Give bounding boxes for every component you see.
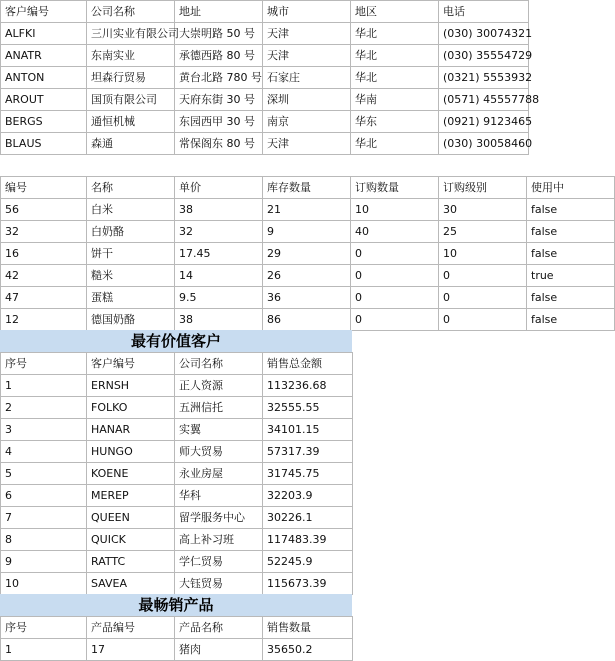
- table-cell: 蛋糕: [87, 287, 175, 309]
- table-cell: 华南: [351, 89, 439, 111]
- table-row: [1, 463, 353, 485]
- table-cell: 天津: [263, 23, 351, 45]
- column-header: 单价: [175, 177, 263, 199]
- table-row: [1, 419, 353, 441]
- table-cell: QUEEN: [87, 507, 175, 529]
- table-cell: false: [527, 309, 615, 331]
- table-cell: 深圳: [263, 89, 351, 111]
- table-row: [1, 573, 353, 595]
- table-cell: 承德西路 80 号: [175, 45, 263, 67]
- best-products-title: 最畅销产品: [0, 594, 352, 616]
- table-cell: 38: [175, 199, 263, 221]
- table-cell: true: [527, 265, 615, 287]
- header-row: [1, 353, 353, 375]
- table-cell: false: [527, 199, 615, 221]
- column-header: 地区: [351, 1, 439, 23]
- table-cell: 森通: [87, 133, 175, 155]
- table-cell: 17: [87, 639, 175, 661]
- table-cell: 东园西甲 30 号: [175, 111, 263, 133]
- table-cell: 0: [351, 243, 439, 265]
- top-customers-table: [0, 352, 353, 595]
- table-cell: 30226.1: [263, 507, 353, 529]
- table-cell: 天津: [263, 133, 351, 155]
- table-cell: 0: [351, 265, 439, 287]
- table-cell: 师大贸易: [175, 441, 263, 463]
- table-cell: 86: [263, 309, 351, 331]
- column-header: 序号: [1, 353, 87, 375]
- table-cell: 4: [1, 441, 87, 463]
- table-cell: SAVEA: [87, 573, 175, 595]
- column-header: 地址: [175, 1, 263, 23]
- table-cell: 32: [175, 221, 263, 243]
- table-cell: FOLKO: [87, 397, 175, 419]
- table-cell: HUNGO: [87, 441, 175, 463]
- header-row: [1, 1, 529, 23]
- table-cell: 通恒机械: [87, 111, 175, 133]
- column-header: 客户编号: [1, 1, 87, 23]
- table-row: [1, 67, 529, 89]
- table-row: [1, 485, 353, 507]
- table-cell: 0: [439, 287, 527, 309]
- table-cell: 0: [439, 265, 527, 287]
- table-cell: 9.5: [175, 287, 263, 309]
- table-cell: 华北: [351, 133, 439, 155]
- table-cell: 正人资源: [175, 375, 263, 397]
- customers-table: [0, 0, 540, 155]
- table-cell: 5: [1, 463, 87, 485]
- table-cell: 14: [175, 265, 263, 287]
- table-cell: 饼干: [87, 243, 175, 265]
- table-cell: 115673.39: [263, 573, 353, 595]
- column-header: 名称: [87, 177, 175, 199]
- table-row: [1, 89, 529, 111]
- column-header: 客户编号: [87, 353, 175, 375]
- header-row: [1, 617, 353, 639]
- table-cell: 糙米: [87, 265, 175, 287]
- table-cell: (030) 35554729: [439, 45, 529, 67]
- table-row: [1, 133, 529, 155]
- table-cell: 34101.15: [263, 419, 353, 441]
- table-cell: 10: [351, 199, 439, 221]
- column-header: 使用中: [527, 177, 615, 199]
- table-cell: 常保阁东 80 号: [175, 133, 263, 155]
- table-cell: 猪肉: [175, 639, 263, 661]
- table-row: [1, 397, 353, 419]
- column-header: 产品编号: [87, 617, 175, 639]
- table-cell: (0321) 5553932: [439, 67, 529, 89]
- table-cell: 留学服务中心: [175, 507, 263, 529]
- table-cell: 华北: [351, 23, 439, 45]
- table-cell: BLAUS: [1, 133, 87, 155]
- table-cell: 57317.39: [263, 441, 353, 463]
- column-header: 库存数量: [263, 177, 351, 199]
- table-cell: 17.45: [175, 243, 263, 265]
- table-cell: 华科: [175, 485, 263, 507]
- table-cell: 30: [439, 199, 527, 221]
- table-cell: BERGS: [1, 111, 87, 133]
- table-cell: false: [527, 243, 615, 265]
- column-header: 订购数量: [351, 177, 439, 199]
- table-cell: 8: [1, 529, 87, 551]
- table-cell: 大崇明路 50 号: [175, 23, 263, 45]
- table-cell: ALFKI: [1, 23, 87, 45]
- table-cell: 26: [263, 265, 351, 287]
- table-row: [1, 551, 353, 573]
- table-cell: 10: [1, 573, 87, 595]
- table-cell: 29: [263, 243, 351, 265]
- table-cell: 五洲信托: [175, 397, 263, 419]
- table-cell: (030) 30074321: [439, 23, 529, 45]
- table-cell: 东南实业: [87, 45, 175, 67]
- table-cell: 南京: [263, 111, 351, 133]
- table-row: [1, 507, 353, 529]
- table-cell: 大钰贸易: [175, 573, 263, 595]
- header-row: [1, 177, 615, 199]
- table-cell: 白米: [87, 199, 175, 221]
- column-header: 编号: [1, 177, 87, 199]
- top-customers-title: 最有价值客户: [0, 330, 352, 352]
- table-cell: ERNSH: [87, 375, 175, 397]
- column-header: 电话: [439, 1, 529, 23]
- table-row: [1, 287, 615, 309]
- table-row: [1, 529, 353, 551]
- table-cell: 0: [439, 309, 527, 331]
- table-row: [1, 309, 615, 331]
- table-cell: 实翼: [175, 419, 263, 441]
- table-cell: 16: [1, 243, 87, 265]
- table-cell: 0: [351, 287, 439, 309]
- table-cell: KOENE: [87, 463, 175, 485]
- table-cell: RATTC: [87, 551, 175, 573]
- table-cell: 1: [1, 375, 87, 397]
- table-cell: 52245.9: [263, 551, 353, 573]
- table-row: [1, 441, 353, 463]
- table-cell: 21: [263, 199, 351, 221]
- table-cell: 永业房屋: [175, 463, 263, 485]
- column-header: 公司名称: [175, 353, 263, 375]
- table-cell: 31745.75: [263, 463, 353, 485]
- table-cell: 石家庄: [263, 67, 351, 89]
- column-header: 序号: [1, 617, 87, 639]
- table-cell: HANAR: [87, 419, 175, 441]
- table-cell: 113236.68: [263, 375, 353, 397]
- table-cell: ANTON: [1, 67, 87, 89]
- table-cell: 学仁贸易: [175, 551, 263, 573]
- products-table: [0, 176, 615, 331]
- table-cell: 白奶酪: [87, 221, 175, 243]
- table-cell: 9: [263, 221, 351, 243]
- table-cell: 2: [1, 397, 87, 419]
- table-cell: (0921) 9123465: [439, 111, 529, 133]
- table-cell: 32: [1, 221, 87, 243]
- table-cell: MEREP: [87, 485, 175, 507]
- table-cell: 黄台北路 780 号: [175, 67, 263, 89]
- table-cell: 华北: [351, 45, 439, 67]
- table-cell: AROUT: [1, 89, 87, 111]
- best-products-table: [0, 616, 353, 661]
- table-cell: 40: [351, 221, 439, 243]
- table-cell: ANATR: [1, 45, 87, 67]
- table-cell: 42: [1, 265, 87, 287]
- table-cell: 0: [351, 309, 439, 331]
- table-cell: 36: [263, 287, 351, 309]
- table-cell: 华东: [351, 111, 439, 133]
- table-cell: 国顶有限公司: [87, 89, 175, 111]
- table-row: [1, 23, 529, 45]
- table-cell: 坦森行贸易: [87, 67, 175, 89]
- table-cell: 9: [1, 551, 87, 573]
- table-cell: 32203.9: [263, 485, 353, 507]
- column-header: 城市: [263, 1, 351, 23]
- table-row: [1, 111, 529, 133]
- table-row: [1, 45, 529, 67]
- table-cell: 56: [1, 199, 87, 221]
- column-header: 销售数量: [263, 617, 353, 639]
- table-cell: 天府东街 30 号: [175, 89, 263, 111]
- table-cell: 35650.2: [263, 639, 353, 661]
- table-cell: 7: [1, 507, 87, 529]
- table-cell: (030) 30058460: [439, 133, 529, 155]
- table-cell: 三川实业有限公司: [87, 23, 175, 45]
- table-row: [1, 265, 615, 287]
- table-cell: (0571) 45557788: [439, 89, 529, 111]
- column-header: 销售总金额: [263, 353, 353, 375]
- table-cell: 32555.55: [263, 397, 353, 419]
- table-cell: QUICK: [87, 529, 175, 551]
- table-cell: 华北: [351, 67, 439, 89]
- table-row: [1, 221, 615, 243]
- table-cell: 6: [1, 485, 87, 507]
- table-cell: 天津: [263, 45, 351, 67]
- table-cell: 117483.39: [263, 529, 353, 551]
- table-cell: 25: [439, 221, 527, 243]
- table-row: [1, 639, 353, 661]
- table-cell: false: [527, 287, 615, 309]
- table-cell: 1: [1, 639, 87, 661]
- table-cell: 47: [1, 287, 87, 309]
- table-row: [1, 243, 615, 265]
- column-header: 产品名称: [175, 617, 263, 639]
- table-cell: 10: [439, 243, 527, 265]
- column-header: 公司名称: [87, 1, 175, 23]
- column-header: 订购级别: [439, 177, 527, 199]
- table-cell: 12: [1, 309, 87, 331]
- table-cell: false: [527, 221, 615, 243]
- table-row: [1, 199, 615, 221]
- table-cell: 38: [175, 309, 263, 331]
- table-row: [1, 375, 353, 397]
- table-cell: 3: [1, 419, 87, 441]
- table-cell: 德国奶酪: [87, 309, 175, 331]
- table-cell: 高上补习班: [175, 529, 263, 551]
